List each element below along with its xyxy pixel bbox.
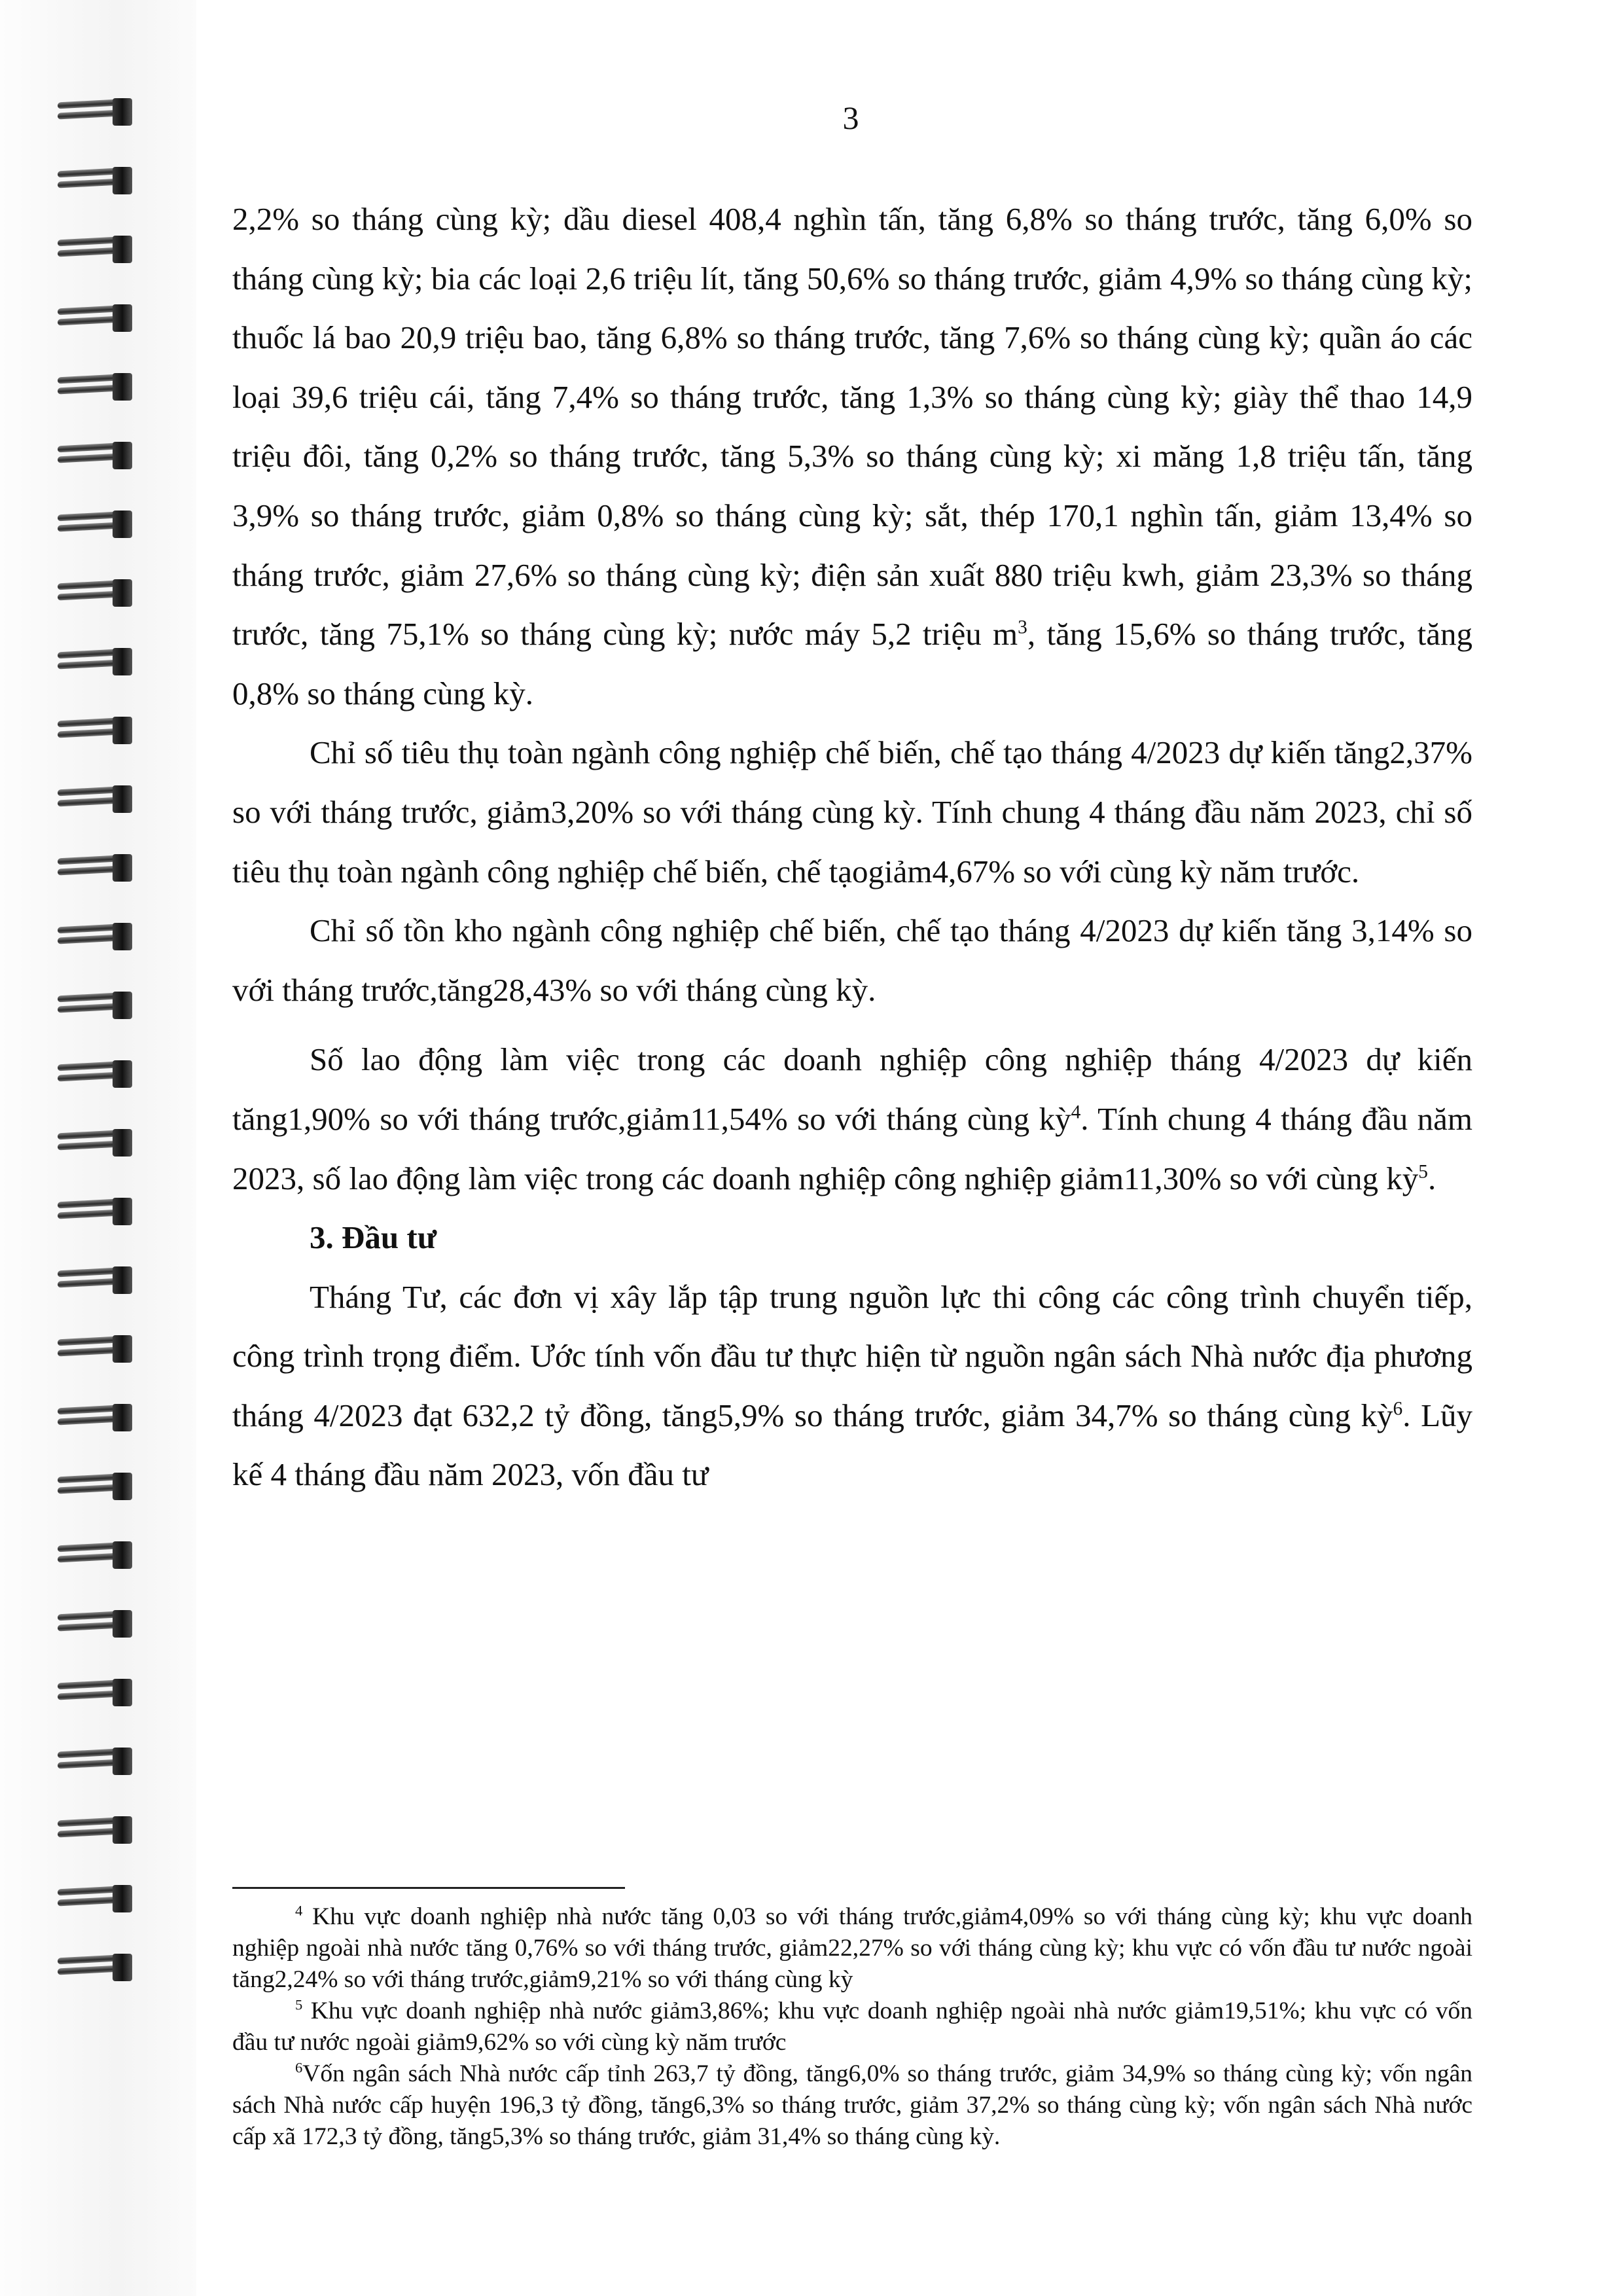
section-title-investment: 3. Đầu tư xyxy=(310,1219,437,1256)
binding-coil xyxy=(58,1060,135,1088)
binding-coil xyxy=(58,785,135,813)
paragraph-investment-text-a: Tháng Tư, các đơn vị xây lắp tập trung nguồn lực thi công các công trình chuyển tiếp, công trình trọng điểm. Ước tính vốn đầu tư thực hiện từ nguồn ngân sách Nhà nước địa phương tháng 4/2023 đạt 632,2 tỷ đồng, tăng5,9% so tháng trước, giảm 34,7% so tháng cùng kỳ xyxy=(232,1278,1472,1433)
footnote-ref-6: 6 xyxy=(1393,1398,1403,1420)
binding-coil xyxy=(58,1473,135,1500)
paragraph-labor xyxy=(232,1030,1472,1208)
footnotes xyxy=(232,1901,1472,2153)
footnote-mark: 4 xyxy=(295,1902,303,1919)
binding-coil xyxy=(58,854,135,882)
paragraph-labor-text-c: . xyxy=(1427,1160,1436,1196)
binding-coil xyxy=(58,304,135,332)
binding-coil xyxy=(58,1129,135,1157)
binding-coil xyxy=(58,167,135,194)
paragraph-investment xyxy=(232,1268,1472,1505)
binding-coil xyxy=(58,236,135,263)
paragraph-production xyxy=(232,190,1472,723)
footnote-ref-5: 5 xyxy=(1418,1161,1428,1183)
binding-coil xyxy=(58,648,135,675)
binding-coil xyxy=(58,1679,135,1706)
binding-coil xyxy=(58,1541,135,1569)
paragraph-labor-text-a: Số lao động làm việc trong các doanh nghiệp công nghiệp tháng 4/2023 dự kiến tăng1,90% so với tháng trước,giảm11,54% so với tháng cùng kỳ xyxy=(232,1041,1472,1137)
footnote-mark: 5 xyxy=(295,1996,303,2013)
page-number: 3 xyxy=(842,99,859,136)
paragraph-production-text: 2,2% so tháng cùng kỳ; dầu diesel 408,4 nghìn tấn, tăng 6,8% so tháng trước, tăng 6,0% so tháng cùng kỳ; bia các loại 2,6 triệu lít, tăng 50,6% so tháng trước, giảm 4,9% so tháng cùng kỳ; thuốc lá bao 20,9 triệu bao, tăng 6,8% so tháng trước, tăng 7,6% so tháng cùng kỳ; quần áo các loại 39,6 triệu cái, tăng 7,4% so tháng trước, tăng 1,3% so tháng cùng kỳ; giày thể thao 14,9 triệu đôi, tăng 0,2% so tháng trước, tăng 5,3% so tháng cùng kỳ; xi măng 1,8 triệu tấn, tăng 3,9% so tháng trước, giảm 0,8% so tháng cùng kỳ; sắt, thép 170,1 nghìn tấn, giảm 13,4% so tháng trước, giảm 27,6% so tháng cùng kỳ; điện sản xuất 880 triệu kwh, giảm 23,3% so tháng trước, tăng 75,1% so tháng cùng kỳ; nước máy 5,2 triệu m xyxy=(232,201,1472,653)
binding-coil xyxy=(58,1198,135,1225)
footnote-6 xyxy=(232,2058,1472,2153)
binding-coil xyxy=(58,992,135,1019)
paragraph-inventory-index: Chỉ số tồn kho ngành công nghiệp chế biến, chế tạo tháng 4/2023 dự kiến tăng 3,14% so với tháng trước,tăng28,43% so với tháng cùng kỳ. xyxy=(232,912,1472,1008)
binding-coil xyxy=(58,1610,135,1638)
footnote-ref-4: 4 xyxy=(1071,1102,1081,1123)
footnote-text: Khu vực doanh nghiệp nhà nước giảm3,86%; khu vực doanh nghiệp ngoài nhà nước giảm19,51%; khu vực có vốn đầu tư nước ngoài giảm9,62% so với cùng kỳ năm trước xyxy=(232,1998,1472,2056)
superscript-cubic: 3 xyxy=(1018,617,1027,638)
binding-coil xyxy=(58,1335,135,1363)
binding-coil xyxy=(58,717,135,744)
paragraph-labor-text-b: . Tính chung 4 tháng đầu năm 2023, số lao động làm việc trong các doanh nghiệp công nghiệp giảm11,30% so với cùng kỳ xyxy=(232,1100,1472,1196)
footnote-5 xyxy=(232,1996,1472,2058)
body-text xyxy=(232,190,1472,1505)
binding-coil xyxy=(58,1266,135,1294)
paragraph-investment-text-b: . Lũy kế 4 tháng đầu năm 2023, vốn đầu tư xyxy=(232,1397,1473,1493)
footnote-separator xyxy=(232,1887,625,1889)
binding-coil xyxy=(58,373,135,401)
paragraph-production-end: , tăng 15,6% so tháng trước, tăng 0,8% so tháng cùng kỳ. xyxy=(232,616,1473,711)
binding-coil xyxy=(58,1954,135,1981)
footnote-4 xyxy=(232,1901,1472,1996)
binding-coil xyxy=(58,442,135,469)
binding-coil xyxy=(58,1885,135,1912)
binding-coil xyxy=(58,1404,135,1431)
spiral-binding xyxy=(0,0,196,2296)
footnote-mark: 6 xyxy=(295,2059,303,2076)
paragraph-consumption-index: Chỉ số tiêu thụ toàn ngành công nghiệp chế biến, chế tạo tháng 4/2023 dự kiến tăng2,37% so với tháng trước, giảm3,20% so với tháng cùng kỳ. Tính chung 4 tháng đầu năm 2023, chỉ số tiêu thụ toàn ngành công nghiệp chế biến, chế tạogiảm4,67% so với cùng kỳ năm trước. xyxy=(232,734,1472,889)
binding-coil xyxy=(58,579,135,607)
binding-coil xyxy=(58,98,135,126)
footnote-text: Khu vực doanh nghiệp nhà nước tăng 0,03 so với tháng trước,giảm4,09% so với tháng cùng kỳ; khu vực doanh nghiệp ngoài nhà nước tăng 0,76% so với tháng trước, giảm22,27% so với tháng cùng kỳ; khu vực có vốn đầu tư nước ngoài tăng2,24% so với tháng trước,giảm9,21% so với tháng cùng kỳ xyxy=(232,1903,1472,1993)
binding-coil xyxy=(58,1748,135,1775)
binding-coil xyxy=(58,511,135,538)
binding-coil xyxy=(58,1816,135,1844)
footnote-text: Vốn ngân sách Nhà nước cấp tỉnh 263,7 tỷ đồng, tăng6,0% so tháng trước, giảm 34,9% so tháng cùng kỳ; vốn ngân sách Nhà nước cấp huyện 196,3 tỷ đồng, tăng6,3% so tháng trước, giảm 37,2% so tháng cùng kỳ; vốn ngân sách Nhà nước cấp xã 172,3 tỷ đồng, tăng5,3% so tháng trước, giảm 31,4% so tháng cùng kỳ. xyxy=(232,2060,1472,2150)
binding-coil xyxy=(58,923,135,950)
